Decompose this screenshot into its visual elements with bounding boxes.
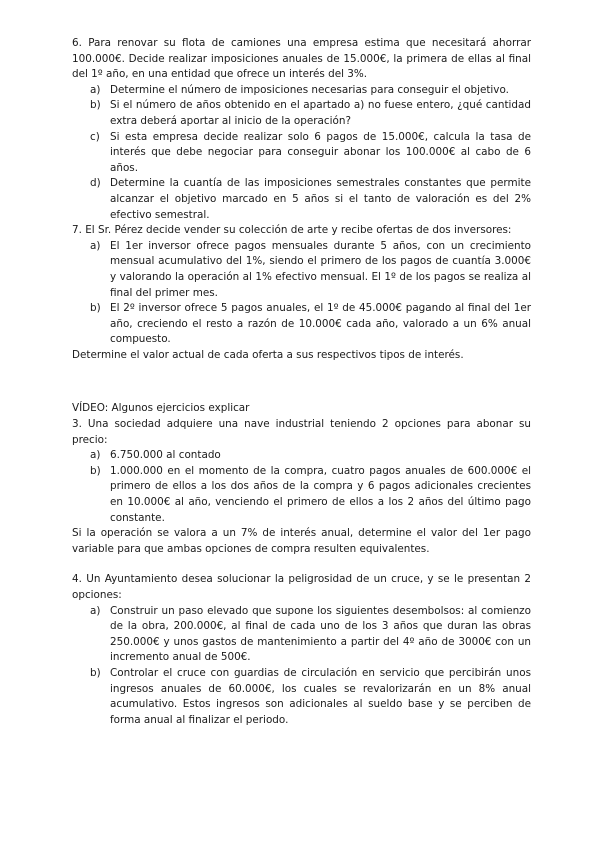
exercise-3 — [72, 417, 531, 557]
item-text: El 1er inversor ofrece pagos mensuales durante 5 años, con un crecimiento mensual acumulativo del 1%, siendo el primero de los pagos de cuantía 3.000€ y valorando la operación al 1% efectivo mensual. El 1º de los pagos se realiza al final del primer mes. — [110, 239, 531, 299]
item-text: Controlar el cruce con guardias de circulación en servicio que percibirán unos ingresos anuales de 60.000€, los cuales se revalorizarán en un 8% anual acumulativo. Estos ingresos son adicionales al sueldo base y se perciben de forma anual al finalizar el periodo. — [110, 666, 531, 726]
exercise-4 — [72, 572, 531, 728]
exercise-3-closing: Si la operación se valora a un 7% de interés anual, determine el valor del 1er pago variable para que ambas opciones de compra resulten equivalentes. — [72, 527, 531, 555]
list-item — [72, 448, 531, 464]
exercise-4-items — [72, 604, 531, 729]
exercise-7-statement: 7. El Sr. Pérez decide vender su colección de arte y recibe ofertas de dos inversores: — [72, 224, 512, 237]
list-item — [72, 239, 531, 301]
list-item — [72, 130, 531, 177]
item-text: 1.000.000 en el momento de la compra, cuatro pagos anuales de 600.000€ el primero de ellos a los dos años de la compra y 6 pagos adicionales crecientes en 10.000€ al año, venciendo el primero de ellos a los 2 años del último pago constante. — [110, 464, 531, 524]
item-marker: b) — [90, 302, 101, 315]
item-marker: a) — [90, 83, 101, 96]
list-item — [72, 98, 531, 129]
item-text: 6.750.000 al contado — [110, 449, 221, 462]
item-text: Determine la cuantía de las imposiciones semestrales constantes que permite alcanzar el objetivo marcado en 5 años si el tanto de valoración es del 2% efectivo semestral. — [110, 177, 531, 221]
document-page — [72, 36, 531, 728]
item-text: Determine el número de imposiciones necesarias para conseguir el objetivo. — [110, 83, 509, 96]
video-section — [72, 401, 531, 557]
item-marker: b) — [90, 99, 101, 112]
exercise-6-items — [72, 83, 531, 223]
item-marker: b) — [90, 666, 101, 679]
video-heading: VÍDEO: Algunos ejercicios explicar — [72, 402, 250, 415]
item-marker: a) — [90, 239, 101, 252]
item-marker: d) — [90, 177, 101, 190]
item-text: Construir un paso elevado que supone los siguientes desembolsos: al comienzo de la obra, 200.000€, al final de cada uno de los 3 años que duran las obras 250.000€ y unos gastos de mantenimiento a partir del 4º año de 3000€ con un incremento anual de 500€. — [110, 604, 531, 664]
item-text: Si el número de años obtenido en el apartado a) no fuese entero, ¿qué cantidad extra deberá aportar al inicio de la operación? — [110, 99, 531, 127]
exercise-7-items — [72, 239, 531, 348]
item-marker: a) — [90, 449, 101, 462]
list-item — [72, 176, 531, 223]
item-text: Si esta empresa decide realizar solo 6 pagos de 15.000€, calcula la tasa de interés que debe negociar para conseguir abonar los 100.000€ al cabo de 6 años. — [110, 130, 531, 174]
exercise-6 — [72, 36, 531, 223]
item-text: El 2º inversor ofrece 5 pagos anuales, el 1º de 45.000€ pagando al final del 1er año, creciendo el resto a razón de 10.000€ cada año, valorado a un 6% anual compuesto. — [110, 302, 531, 346]
exercise-3-items — [72, 448, 531, 526]
exercise-4-statement: 4. Un Ayuntamiento desea solucionar la peligrosidad de un cruce, y se le presentan 2 opciones: — [72, 573, 531, 601]
item-marker: b) — [90, 464, 101, 477]
list-item — [72, 464, 531, 526]
list-item — [72, 604, 531, 666]
item-marker: c) — [90, 130, 100, 143]
item-marker: a) — [90, 604, 101, 617]
list-item — [72, 301, 531, 348]
exercise-3-statement: 3. Una sociedad adquiere una nave industrial teniendo 2 opciones para abonar su precio: — [72, 418, 531, 446]
list-item — [72, 666, 531, 728]
exercise-7-closing: Determine el valor actual de cada oferta a sus respectivos tipos de interés. — [72, 348, 464, 361]
exercise-6-statement: 6. Para renovar su flota de camiones una empresa estima que necesitará ahorrar 100.000€. Decide realizar imposiciones anuales de 15.000€, la primera de ellas al final del 1º año, en una entidad que ofrece un interés del 3%. — [72, 37, 531, 81]
exercise-7 — [72, 223, 531, 363]
list-item — [72, 83, 531, 99]
